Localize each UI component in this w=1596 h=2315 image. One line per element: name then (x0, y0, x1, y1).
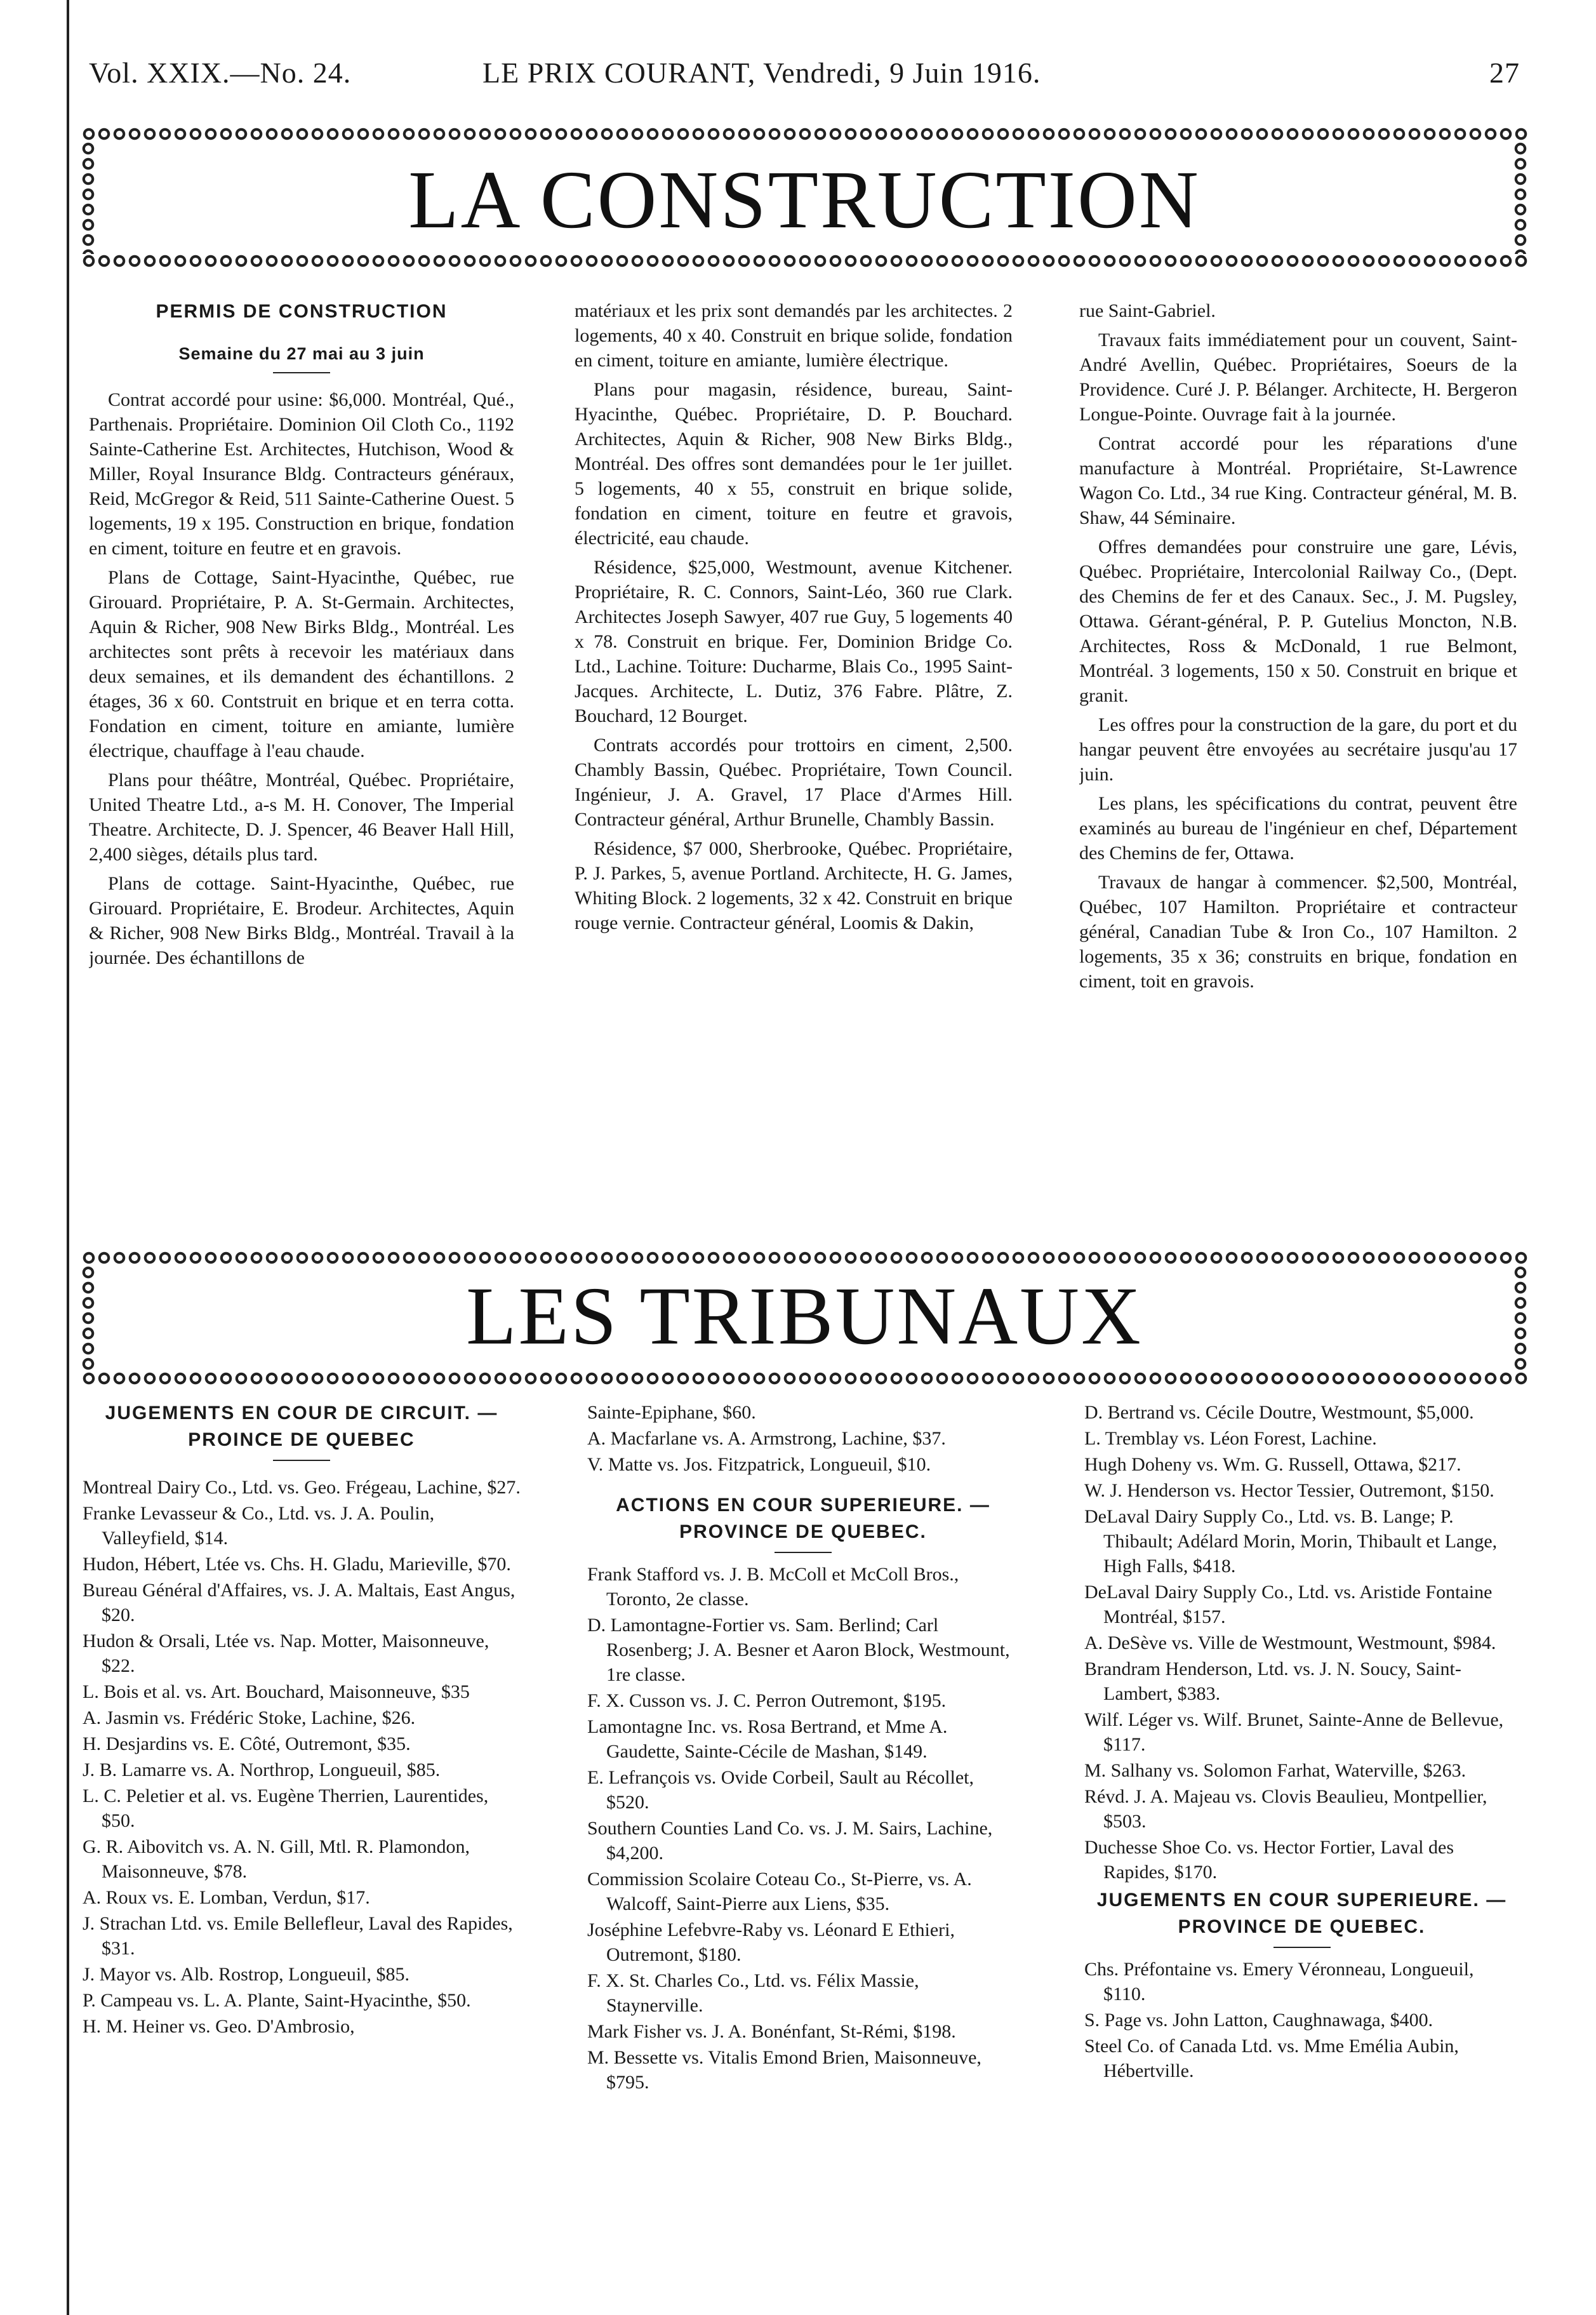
judgment-entry: Mark Fisher vs. J. A. Bonénfant, St-Rémi, $198. (587, 2021, 956, 2042)
judgment-entry: L. Bois et al. vs. Art. Bouchard, Maisonneuve, $35 (83, 1681, 470, 1702)
judgment-entry: Steel Co. of Canada Ltd. vs. Mme Emélia Aubin, Hébertville. (1084, 2036, 1459, 2081)
judgment-entry: L. C. Peletier et al. vs. Eugène Therrien, Laurentides, $50. (83, 1785, 489, 1831)
judgment-entry: G. R. Aibovitch vs. A. N. Gill, Mtl. R. Plamondon, Maisonneuve, $78. (83, 1836, 470, 1882)
construction-banner (81, 127, 1527, 279)
judgment-entry: Joséphine Lefebvre-Raby vs. Léonard E Ethieri, Outremont, $180. (587, 1919, 955, 1965)
construction-column-2 (575, 298, 1013, 1238)
page-number: 27 (1489, 57, 1520, 89)
judgment-entry: Franke Levasseur & Co., Ltd. vs. J. A. Poulin, Valleyfield, $14. (83, 1503, 435, 1549)
running-header (89, 56, 1520, 100)
judgment-entry: DeLaval Dairy Supply Co., Ltd. vs. B. Lange; P. Thibault; Adélard Morin, Morin, Thibault et Lange, High Falls, $418. (1084, 1506, 1498, 1577)
judgment-entry: Hugh Doheny vs. Wm. G. Russell, Ottawa, $217. (1084, 1454, 1461, 1475)
judgment-entry: J. Mayor vs. Alb. Rostrop, Longueuil, $85. (83, 1964, 409, 1985)
superior-court-actions-heading: ACTIONS EN COUR SUPERIEURE. — PROVINCE DE QUEBEC. (616, 1495, 990, 1542)
permit-entry: Les plans, les spécifications du contrat, peuvent être examinés au bureau de l'ingénieur en chef, Département des Chemins de fer, Ottawa. (1079, 793, 1517, 864)
permit-entry: Contrat accordé pour les réparations d'une manufacture à Montréal. Propriétaire, St-Lawrence Wagon Co. Ltd., 34 rue King. Contracteur général, M. B. Shaw, 44 Séminaire. (1079, 433, 1517, 528)
superior-court-judgments-heading: JUGEMENTS EN COUR SUPERIEURE. — PROVINCE DE QUEBEC. (1096, 1890, 1507, 1937)
judgment-entry: A. Macfarlane vs. A. Armstrong, Lachine, $37. (587, 1428, 946, 1449)
construction-column-1 (89, 298, 514, 1238)
judgment-entry: M. Salhany vs. Solomon Farhat, Waterville, $263. (1084, 1760, 1466, 1781)
permit-entry: matériaux et les prix sont demandés par les architectes. 2 logements, 40 x 40. Construit en brique solide, fondation en ciment, toiture en amiante, lumière électrique. (575, 300, 1013, 371)
judgment-entry: Duchesse Shoe Co. vs. Hector Fortier, Laval des Rapides, $170. (1084, 1837, 1454, 1883)
judgment-entry: Frank Stafford vs. J. B. McColl et McColl Bros., Toronto, 2e classe. (587, 1564, 959, 1610)
judgment-entry: W. J. Henderson vs. Hector Tessier, Outremont, $150. (1084, 1480, 1494, 1501)
permit-entry: Plans pour théâtre, Montréal, Québec. Propriétaire, United Theatre Ltd., a-s M. H. Conover, The Imperial Theatre. Architecte, D. J. Spencer, 46 Beaver Hall Hill, 2,400 sièges, détails plus tard. (89, 770, 514, 865)
ornamental-border-bottom (81, 1371, 1527, 1385)
judgment-entry: L. Tremblay vs. Léon Forest, Lachine. (1084, 1428, 1377, 1449)
judgment-entry: H. Desjardins vs. E. Côté, Outremont, $35. (83, 1733, 411, 1754)
permit-entry: Plans de Cottage, Saint-Hyacinthe, Québec, rue Girouard. Propriétaire, P. A. St-Germain. Architectes, Aquin & Richer, 908 New Birks Bldg., Montréal. Les architectes sont prêts à recevoir les matériaux dans deux semaines, et ils demandent des échantillons. 2 étages, 36 x 60. Contstruit en brique et en terra cotta. Fondation en ciment, toiture en amiante, lumière électrique, chauffage à l'eau chaude. (89, 567, 514, 761)
judgment-entry: Hudon & Orsali, Ltée vs. Nap. Motter, Maisonneuve, $22. (83, 1631, 489, 1676)
short-rule (273, 372, 330, 373)
judgment-entry: F. X. St. Charles Co., Ltd. vs. Félix Massie, Staynerville. (587, 1970, 919, 2016)
judgment-entry: DeLaval Dairy Supply Co., Ltd. vs. Aristide Fontaine Montréal, $157. (1084, 1582, 1493, 1627)
permit-entry: Les offres pour la construction de la gare, du port et du hangar peuvent être envoyées au secrétaire jusqu'au 17 juin. (1079, 714, 1517, 785)
section-title-construction: LA CONSTRUCTION (408, 154, 1200, 246)
judgment-entry: M. Bessette vs. Vitalis Emond Brien, Maisonneuve, $795. (587, 2047, 981, 2093)
circuit-court-heading: JUGEMENTS EN COUR DE CIRCUIT. — PROINCE DE QUEBEC (105, 1403, 498, 1450)
permit-entry: Plans de cottage. Saint-Hyacinthe, Québec, rue Girouard. Propriétaire, E. Brodeur. Architectes, Aquin & Richer, 908 New Birks Bldg., Montréal. Travail à la journée. Des échantillons de (89, 873, 514, 968)
judgment-entry: D. Bertrand vs. Cécile Doutre, Westmount, $5,000. (1084, 1402, 1474, 1423)
permis-heading: PERMIS DE CONSTRUCTION (156, 301, 448, 322)
ornamental-border-top (81, 1251, 1527, 1265)
page-left-rule (67, 0, 69, 2315)
judgment-entry: Wilf. Léger vs. Wilf. Brunet, Sainte-Anne de Bellevue, $117. (1084, 1709, 1504, 1755)
permit-entry: Résidence, $25,000, Westmount, avenue Kitchener. Propriétaire, R. C. Connors, Saint-Léo, 360 rue Clark. Architectes Joseph Sawyer, 407 rue Guy, 5 logements 40 x 78. Construit en brique. Fer, Dominion Bridge Co. Ltd., Lachine. Toiture: Ducharme, Blais Co., 1995 Saint-Jacques. Architecte, L. Dutiz, 376 Fabre. Plâtre, Z. Bouchard, 12 Bourget. (575, 557, 1013, 726)
volume-number: Vol. XXIX.—No. 24. (89, 57, 352, 89)
judgment-entry: J. B. Lamarre vs. A. Northrop, Longueuil, $85. (83, 1759, 441, 1780)
judgment-entry: A. Jasmin vs. Frédéric Stoke, Lachine, $26. (83, 1707, 416, 1728)
judgment-entry: Southern Counties Land Co. vs. J. M. Sairs, Lachine, $4,200. (587, 1818, 993, 1864)
permit-entry: Plans pour magasin, résidence, bureau, Saint-Hyacinthe, Québec. Propriétaire, D. P. Bouchard. Architectes, Aquin & Richer, 908 New Birks Bldg., Montréal. Des offres sont demandées pour le 1er juillet. 5 logements, 40 x 55, construit en brique solide, fondation en ciment, toiture en feutre et gravois, électricité, eau chaude. (575, 379, 1013, 549)
judgment-entry: E. Lefrançois vs. Ovide Corbeil, Sault au Récollet, $520. (587, 1767, 974, 1813)
week-subheading: Semaine du 27 mai au 3 juin (178, 344, 425, 363)
ornamental-border-top (81, 127, 1527, 141)
short-rule (1273, 1947, 1331, 1948)
judgment-entry: H. M. Heiner vs. Geo. D'Ambrosio, (83, 2016, 355, 2037)
judgment-entry: Bureau Général d'Affaires, vs. J. A. Maltais, East Angus, $20. (83, 1580, 515, 1625)
judgment-entry: Révd. J. A. Majeau vs. Clovis Beaulieu, Montpellier, $503. (1084, 1786, 1487, 1832)
section-title-tribunaux: LES TRIBUNAUX (466, 1271, 1143, 1362)
permit-entry: Contrat accordé pour usine: $6,000. Montréal, Qué., Parthenais. Propriétaire. Dominion Oil Cloth Co., 1192 Sainte-Catherine Est. Architectes, Hutchison, Wood & Miller, Royal Insurance Bldg. Contracteurs généraux, Reid, McGregor & Reid, 511 Sainte-Catherine Ouest. 5 logements, 19 x 195. Construction en brique, fondation en ciment, toiture en feutre et en gravois. (89, 389, 514, 559)
tribunaux-banner (81, 1251, 1527, 1394)
judgment-entry: Chs. Préfontaine vs. Emery Véronneau, Longueuil, $110. (1084, 1959, 1474, 2005)
judgment-entry: V. Matte vs. Jos. Fitzpatrick, Longueuil, $10. (587, 1454, 931, 1475)
permit-entry: Résidence, $7 000, Sherbrooke, Québec. Propriétaire, P. J. Parkes, 5, avenue Portland. Architecte, H. G. James, Whiting Block. 2 logements, 32 x 42. Construit en brique rouge vernie. Contracteur général, Loomis & Dakin, (575, 838, 1013, 933)
judgment-entry: Hudon, Hébert, Ltée vs. Chs. H. Gladu, Marieville, $70. (83, 1554, 511, 1575)
ornamental-border-bottom (81, 254, 1527, 268)
permit-entry: Travaux de hangar à commencer. $2,500, Montréal, Québec, 107 Hamilton. Propriétaire et contracteur général, Canadian Tube & Iron Co., 107 Hamilton. 2 logements, 35 x 36; construits en brique, fondation en ciment, toit en gravois. (1079, 872, 1517, 992)
construction-column-3 (1079, 298, 1517, 1238)
judgment-entry: J. Strachan Ltd. vs. Emile Bellefleur, Laval des Rapides, $31. (83, 1913, 513, 1959)
journal-title-date: LE PRIX COURANT, Vendredi, 9 Juin 1916. (482, 57, 1041, 89)
tribunaux-column-3 (1084, 1400, 1519, 2302)
short-rule (273, 1460, 330, 1461)
judgment-entry: F. X. Cusson vs. J. C. Perron Outremont, $195. (587, 1690, 947, 1711)
short-rule (775, 1552, 832, 1553)
permit-entry: rue Saint-Gabriel. (1079, 300, 1216, 321)
judgment-entry: D. Lamontagne-Fortier vs. Sam. Berlind; Carl Rosenberg; J. A. Besner et Aaron Block, Westmount, 1re classe. (587, 1615, 1010, 1685)
judgment-entry: Brandram Henderson, Ltd. vs. J. N. Soucy, Saint-Lambert, $383. (1084, 1658, 1461, 1704)
tribunaux-column-1 (83, 1400, 521, 2302)
judgment-entry: Montreal Dairy Co., Ltd. vs. Geo. Frégeau, Lachine, $27. (83, 1477, 521, 1498)
judgment-entry: A. DeSève vs. Ville de Westmount, Westmount, $984. (1084, 1632, 1496, 1653)
permit-entry: Travaux faits immédiatement pour un couvent, Saint-André Avellin, Québec. Propriétaires, Soeurs de la Providence. Curé J. P. Bélanger. Architecte, H. Bergeron Longue-Pointe. Ouvrage fait à la journée. (1079, 330, 1517, 425)
judgment-entry: Commission Scolaire Coteau Co., St-Pierre, vs. A. Walcoff, Saint-Pierre aux Liens, $35. (587, 1869, 972, 1914)
permit-entry: Contrats accordés pour trottoirs en ciment, 2,500. Chambly Bassin, Québec. Propriétaire, Town Council. Ingénieur, J. A. Gravel, 17 Place d'Armes Hill. Contracteur général, Arthur Brunelle, Chambly Bassin. (575, 735, 1013, 830)
tribunaux-column-2 (587, 1400, 1019, 2302)
judgment-entry: A. Roux vs. E. Lomban, Verdun, $17. (83, 1887, 370, 1908)
judgment-entry: Lamontagne Inc. vs. Rosa Bertrand, et Mme A. Gaudette, Sainte-Cécile de Mashan, $149. (587, 1716, 948, 1762)
judgment-entry: P. Campeau vs. L. A. Plante, Saint-Hyacinthe, $50. (83, 1990, 471, 2011)
judgment-entry: Sainte-Epiphane, $60. (587, 1402, 756, 1423)
judgment-entry: S. Page vs. John Latton, Caughnawaga, $400. (1084, 2010, 1433, 2031)
permit-entry: Offres demandées pour construire une gare, Lévis, Québec. Propriétaire, Intercolonial Railway Co., (Dept. des Chemins de fer et des Canaux. Sec., J. M. Pugsley, Ottawa. Gérant-général, P. P. Gutelius Moncton, N.B. Architectes, Ross & McDonald, 1 rue Belmont, Montréal. 3 logements, 150 x 50. Construit en brique et granit. (1079, 537, 1517, 706)
